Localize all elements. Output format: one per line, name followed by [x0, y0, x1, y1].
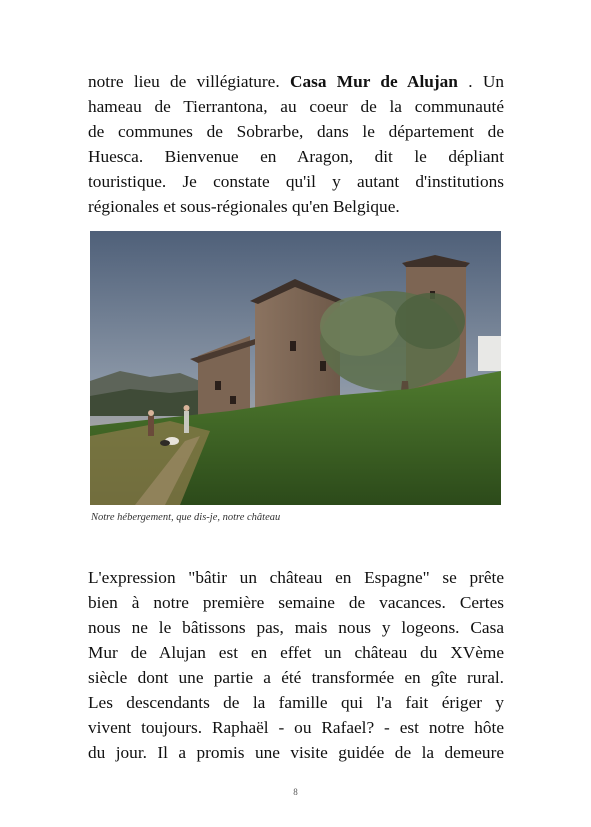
- text-span: . Un: [468, 72, 504, 91]
- text-line: Les descendants de la famille qui l'a fait ériger y: [88, 693, 504, 712]
- text-line: du jour. Il a promis une visite guidée de la demeure: [88, 743, 504, 762]
- text-line: de communes de Sobrarbe, dans le département de: [88, 122, 504, 141]
- page-number: 8: [293, 787, 298, 797]
- paragraph-castle: [88, 565, 504, 765]
- text-line: L'expression "bâtir un château en Espagne" se prête: [88, 568, 504, 587]
- text-line: Huesca. Bienvenue en Aragon, dit le dépliant: [88, 147, 504, 166]
- place-name: Casa Mur de Alujan: [290, 72, 458, 91]
- photo-caption: Notre hébergement, que dis-je, notre château: [91, 512, 281, 523]
- text-line: [88, 69, 504, 94]
- text-line: Mur de Alujan est en effet un château du XVème: [88, 643, 504, 662]
- castle-photo: [90, 231, 501, 505]
- text-span: notre lieu de villégiature.: [88, 72, 280, 91]
- text-line: siècle dont une partie a été transformée en gîte rural.: [88, 668, 504, 687]
- text-line: nous ne le bâtissons pas, mais nous y logeons. Casa: [88, 618, 504, 637]
- text-line: régionales et sous-régionales qu'en Belgique.: [88, 197, 400, 216]
- paragraph-intro: [88, 69, 504, 219]
- text-line: touristique. Je constate qu'il y autant d'institutions: [88, 172, 504, 191]
- text-line: vivent toujours. Raphaël - ou Rafael? - est notre hôte: [88, 718, 504, 737]
- text-line: bien à notre première semaine de vacances. Certes: [88, 593, 504, 612]
- text-line: hameau de Tierrantona, au coeur de la communauté: [88, 97, 504, 116]
